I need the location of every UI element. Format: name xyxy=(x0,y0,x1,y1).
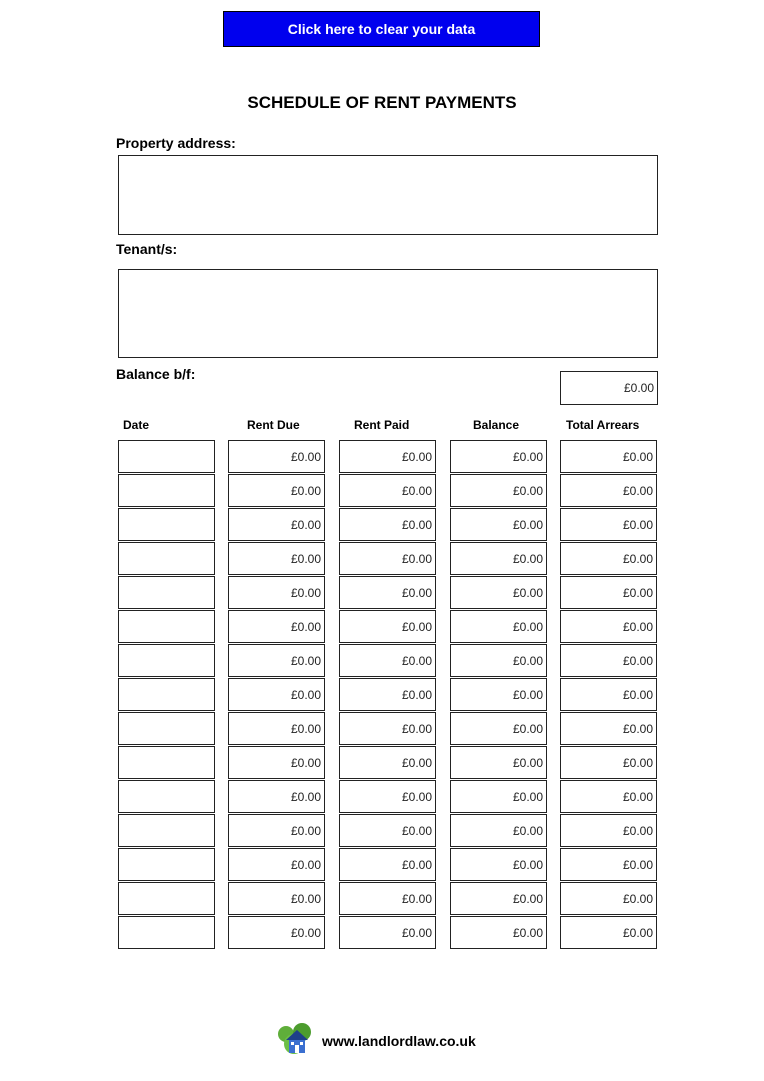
table-row xyxy=(0,780,764,814)
table-row xyxy=(0,542,764,576)
rent-due-cell[interactable]: £0.00 xyxy=(228,474,325,507)
column-header-rent-paid: Rent Paid xyxy=(354,418,410,432)
rent-paid-cell[interactable]: £0.00 xyxy=(339,474,436,507)
rent-paid-cell[interactable]: £0.00 xyxy=(339,508,436,541)
column-header-balance: Balance xyxy=(473,418,520,432)
footer xyxy=(276,1020,476,1061)
total-arrears-cell[interactable]: £0.00 xyxy=(560,610,657,643)
table-row xyxy=(0,610,764,644)
tenants-field[interactable] xyxy=(118,269,658,358)
table-row xyxy=(0,678,764,712)
rent-paid-cell[interactable]: £0.00 xyxy=(339,644,436,677)
total-arrears-cell[interactable]: £0.00 xyxy=(560,882,657,915)
date-cell[interactable] xyxy=(118,712,215,745)
table-row xyxy=(0,474,764,508)
table-row xyxy=(0,644,764,678)
website-link[interactable]: www.landlordlaw.co.uk xyxy=(322,1032,476,1049)
total-arrears-cell[interactable]: £0.00 xyxy=(560,814,657,847)
total-arrears-cell[interactable]: £0.00 xyxy=(560,508,657,541)
rent-paid-cell[interactable]: £0.00 xyxy=(339,882,436,915)
balance-cell[interactable]: £0.00 xyxy=(450,916,547,949)
date-cell[interactable] xyxy=(118,610,215,643)
page-title: SCHEDULE OF RENT PAYMENTS xyxy=(247,93,517,112)
rent-due-cell[interactable]: £0.00 xyxy=(228,916,325,949)
rent-paid-cell[interactable]: £0.00 xyxy=(339,440,436,473)
balance-cell[interactable]: £0.00 xyxy=(450,780,547,813)
date-cell[interactable] xyxy=(118,780,215,813)
rent-paid-cell[interactable]: £0.00 xyxy=(339,848,436,881)
balance-bf-field[interactable]: £0.00 xyxy=(560,371,658,405)
date-cell[interactable] xyxy=(118,678,215,711)
column-header-total-arrears: Total Arrears xyxy=(566,418,640,432)
date-cell[interactable] xyxy=(118,746,215,779)
rent-due-cell[interactable]: £0.00 xyxy=(228,746,325,779)
balance-cell[interactable]: £0.00 xyxy=(450,848,547,881)
rent-paid-cell[interactable]: £0.00 xyxy=(339,916,436,949)
column-header-date: Date xyxy=(123,418,150,432)
table-row xyxy=(0,508,764,542)
rent-paid-cell[interactable]: £0.00 xyxy=(339,814,436,847)
rent-paid-cell[interactable]: £0.00 xyxy=(339,712,436,745)
total-arrears-cell[interactable]: £0.00 xyxy=(560,712,657,745)
rent-paid-cell[interactable]: £0.00 xyxy=(339,678,436,711)
rent-due-cell[interactable]: £0.00 xyxy=(228,814,325,847)
payments-table xyxy=(0,440,764,950)
date-cell[interactable] xyxy=(118,848,215,881)
table-row xyxy=(0,440,764,474)
balance-cell[interactable]: £0.00 xyxy=(450,712,547,745)
balance-bf-label: Balance b/f: xyxy=(116,366,196,382)
rent-due-cell[interactable]: £0.00 xyxy=(228,882,325,915)
rent-due-cell[interactable]: £0.00 xyxy=(228,576,325,609)
total-arrears-cell[interactable]: £0.00 xyxy=(560,542,657,575)
house-logo-icon xyxy=(276,1020,314,1061)
rent-due-cell[interactable]: £0.00 xyxy=(228,440,325,473)
total-arrears-cell[interactable]: £0.00 xyxy=(560,440,657,473)
property-address-label: Property address: xyxy=(116,135,236,151)
tenants-label: Tenant/s: xyxy=(116,241,178,257)
table-row xyxy=(0,814,764,848)
table-row xyxy=(0,712,764,746)
date-cell[interactable] xyxy=(118,440,215,473)
table-row xyxy=(0,746,764,780)
balance-cell[interactable]: £0.00 xyxy=(450,576,547,609)
clear-data-button[interactable]: Click here to clear your data xyxy=(223,11,540,47)
rent-due-cell[interactable]: £0.00 xyxy=(228,712,325,745)
date-cell[interactable] xyxy=(118,508,215,541)
balance-cell[interactable]: £0.00 xyxy=(450,474,547,507)
date-cell[interactable] xyxy=(118,576,215,609)
column-header-rent-due: Rent Due xyxy=(247,418,300,432)
balance-cell[interactable]: £0.00 xyxy=(450,644,547,677)
total-arrears-cell[interactable]: £0.00 xyxy=(560,916,657,949)
date-cell[interactable] xyxy=(118,542,215,575)
rent-due-cell[interactable]: £0.00 xyxy=(228,508,325,541)
rent-due-cell[interactable]: £0.00 xyxy=(228,780,325,813)
total-arrears-cell[interactable]: £0.00 xyxy=(560,780,657,813)
balance-cell[interactable]: £0.00 xyxy=(450,814,547,847)
rent-due-cell[interactable]: £0.00 xyxy=(228,848,325,881)
rent-paid-cell[interactable]: £0.00 xyxy=(339,610,436,643)
date-cell[interactable] xyxy=(118,474,215,507)
rent-due-cell[interactable]: £0.00 xyxy=(228,610,325,643)
rent-paid-cell[interactable]: £0.00 xyxy=(339,576,436,609)
balance-cell[interactable]: £0.00 xyxy=(450,542,547,575)
balance-cell[interactable]: £0.00 xyxy=(450,610,547,643)
rent-due-cell[interactable]: £0.00 xyxy=(228,542,325,575)
table-row xyxy=(0,576,764,610)
date-cell[interactable] xyxy=(118,814,215,847)
rent-paid-cell[interactable]: £0.00 xyxy=(339,542,436,575)
balance-cell[interactable]: £0.00 xyxy=(450,440,547,473)
total-arrears-cell[interactable]: £0.00 xyxy=(560,746,657,779)
table-row xyxy=(0,882,764,916)
table-row xyxy=(0,916,764,950)
date-cell[interactable] xyxy=(118,644,215,677)
balance-cell[interactable]: £0.00 xyxy=(450,882,547,915)
balance-cell[interactable]: £0.00 xyxy=(450,508,547,541)
rent-due-cell[interactable]: £0.00 xyxy=(228,678,325,711)
balance-cell[interactable]: £0.00 xyxy=(450,678,547,711)
total-arrears-cell[interactable]: £0.00 xyxy=(560,576,657,609)
rent-paid-cell[interactable]: £0.00 xyxy=(339,746,436,779)
date-cell[interactable] xyxy=(118,916,215,949)
property-address-field[interactable] xyxy=(118,155,658,235)
total-arrears-cell[interactable]: £0.00 xyxy=(560,474,657,507)
balance-cell[interactable]: £0.00 xyxy=(450,746,547,779)
rent-paid-cell[interactable]: £0.00 xyxy=(339,780,436,813)
rent-due-cell[interactable]: £0.00 xyxy=(228,644,325,677)
total-arrears-cell[interactable]: £0.00 xyxy=(560,644,657,677)
table-row xyxy=(0,848,764,882)
date-cell[interactable] xyxy=(118,882,215,915)
total-arrears-cell[interactable]: £0.00 xyxy=(560,848,657,881)
total-arrears-cell[interactable]: £0.00 xyxy=(560,678,657,711)
